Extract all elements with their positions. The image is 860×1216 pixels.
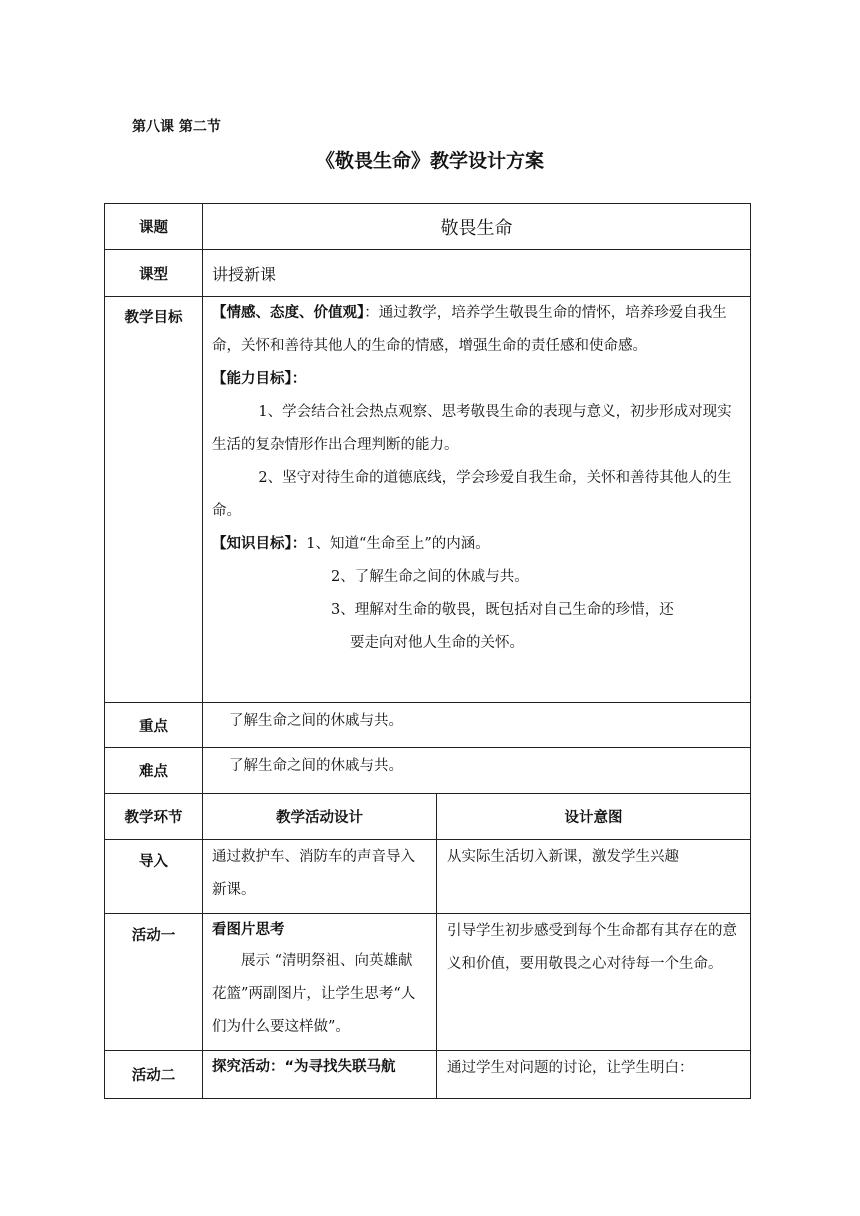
difficulty-label: 难点	[105, 748, 203, 794]
lesson-label: 第八课 第二节	[132, 119, 221, 135]
activity-title: 探究活动：“为寻找失联马航	[212, 1059, 396, 1075]
knowledge-goal-3b: 要走向对他人生命的关怀。	[350, 635, 524, 651]
intent-text: 通过学生对问题的讨论，让学生明白：	[447, 1060, 694, 1076]
type-value: 讲授新课	[203, 250, 751, 297]
topic-row	[105, 204, 751, 250]
ability-goal-2: 2、坚守对待生命的道德底线，学会珍爱自我生命，关怀和善待其他人的生命。	[212, 470, 732, 519]
activity-text: 通过救护车、消防车的声音导入新课。	[212, 849, 415, 898]
table-row	[105, 914, 751, 1051]
knowledge-goal-3a: 3、理解对生命的敬畏，既包括对自己生命的珍惜，还	[331, 602, 674, 618]
intent-text: 从实际生活切入新课，激发学生兴趣	[447, 849, 679, 865]
ability-goal-1: 1、学会结合社会热点观察、思考敬畏生命的表现与意义，初步形成对现实生活的复杂情形作出合理判断的能力。	[212, 404, 732, 453]
knowledge-goal-1: 1、知道“生命至上”的内涵。	[306, 536, 490, 552]
table-row	[105, 840, 751, 914]
key-point-label: 重点	[105, 703, 203, 748]
column-header-row	[105, 794, 751, 840]
activity-column-header: 教学活动设计	[203, 794, 437, 840]
knowledge-goal-2: 2、了解生命之间的休戚与共。	[331, 569, 529, 585]
emotion-goal-text: ：通过教学，培养学生敬畏生命的情怀，培养珍爱自我生命，关怀和善待其他人的生命的情感，增强生命的责任感和使命感。	[212, 305, 727, 354]
emotion-goal	[212, 297, 741, 363]
table-row	[105, 1051, 751, 1099]
intent-column-header: 设计意图	[437, 794, 751, 840]
document-title: 《敬畏生命》教学设计方案	[315, 150, 544, 172]
lesson-plan-table	[104, 203, 751, 1099]
goals-label: 教学目标	[105, 297, 203, 703]
activity-title: 看图片思考	[212, 922, 285, 938]
stage-column-header: 教学环节	[105, 794, 203, 840]
stage-cell: 活动一	[105, 914, 203, 1051]
stage-cell: 活动二	[105, 1051, 203, 1099]
intent-cell	[437, 840, 751, 914]
activity-cell	[203, 840, 437, 914]
difficulty-row	[105, 748, 751, 794]
activity-cell	[203, 914, 437, 1051]
goals-content	[203, 297, 751, 703]
knowledge-goal-1-line	[212, 528, 741, 561]
intent-cell	[437, 1051, 751, 1099]
intent-cell	[437, 914, 751, 1051]
activity-text: 展示 “清明祭祖、向英雄献花篮”两副图片，让学生思考“人们为什么要这样做”。	[212, 953, 416, 1035]
goals-row	[105, 297, 751, 703]
emotion-goal-heading: 【情感、态度、价值观】	[212, 305, 365, 321]
intent-text: 引导学生初步感受到每个生命都有其存在的意义和价值，要用敬畏之心对待每一个生命。	[447, 923, 737, 972]
activity-cell	[203, 1051, 437, 1099]
key-point-value: 了解生命之间的休戚与共。	[203, 703, 751, 748]
key-point-row	[105, 703, 751, 748]
topic-label: 课题	[105, 204, 203, 250]
type-label: 课型	[105, 250, 203, 297]
ability-goal-heading: 【能力目标】：	[212, 371, 307, 387]
topic-value: 敬畏生命	[203, 204, 751, 250]
stage-cell: 导入	[105, 840, 203, 914]
knowledge-goal-heading: 【知识目标】：	[212, 536, 307, 552]
type-row	[105, 250, 751, 297]
difficulty-value: 了解生命之间的休戚与共。	[203, 748, 751, 794]
